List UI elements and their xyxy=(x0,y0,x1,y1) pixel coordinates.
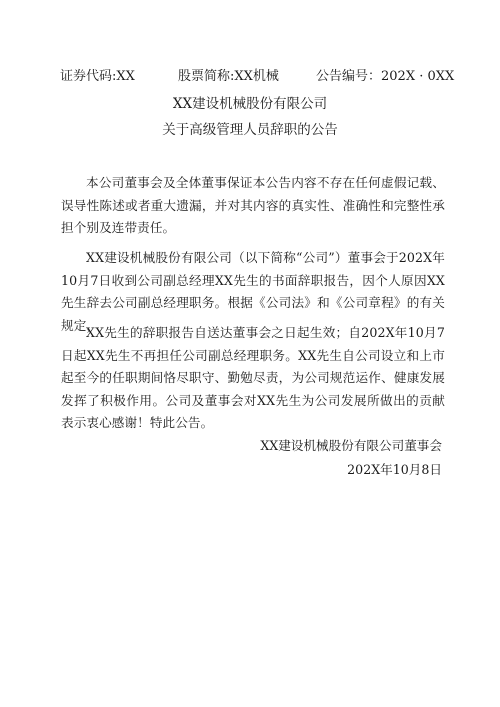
signoff-organization: XX建设机械股份有限公司董事会 xyxy=(260,438,442,453)
paragraph-text: XX建设机械股份有限公司（以下简称“公司”）董事会于202X年10月7日收到公司副总经理XX先生的书面辞职报告，因个人原因XX先生辞去公司副总经理职务。根据《公司法》和《公司章程》的有关规定， xyxy=(61,250,445,333)
stock-abbreviation: 股票简称:XX机械 xyxy=(178,69,279,84)
company-title: XX建设机械股份有限公司 xyxy=(172,96,328,112)
signoff-date: 202X年10月8日 xyxy=(347,462,442,477)
stock-code: 证券代码:XX xyxy=(60,69,135,84)
notice-title: 关于高级管理人员辞职的公告 xyxy=(162,122,338,138)
notice-number: 公告编号：202X · 0XX xyxy=(316,69,455,84)
paragraph-text: 本公司董事会及全体董事保证本公告内容不存在任何虚假记载、误导性陈述或者重大遗漏，并对其内容的真实性、准确性和完整性承担个别及连带责任。 xyxy=(61,175,445,235)
paragraph-text: XX先生的辞职报告自送达董事会之日起生效；自202X年10月7日起XX先生不再担任公司副总经理职务。XX先生自公司设立和上市起至今的任职期间恪尽职守、勤勉尽责，为公司规范运作、健康发展发挥了积极作用。公司及董事会对XX先生为公司发展所做出的贡献表示衷心感谢！特此公告。 xyxy=(61,325,445,430)
paragraph-effective xyxy=(61,322,445,435)
paragraph-disclaimer xyxy=(61,172,445,240)
